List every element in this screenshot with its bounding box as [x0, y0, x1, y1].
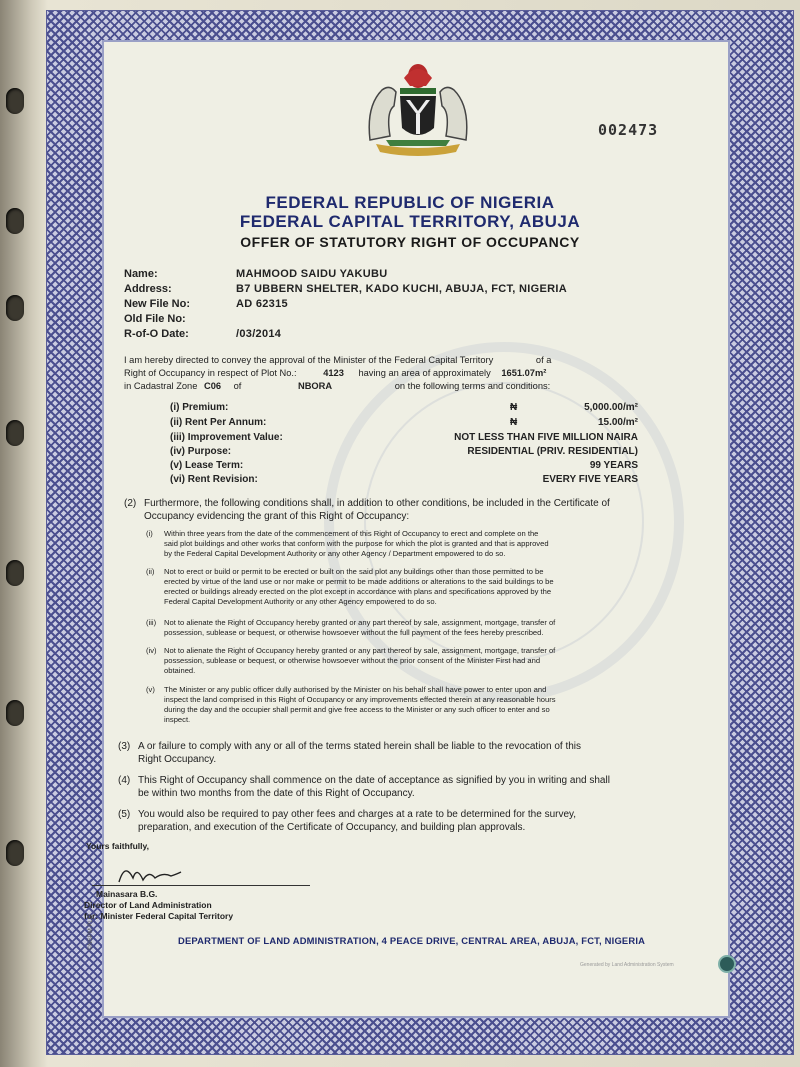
cond4-number: (4) — [118, 775, 131, 786]
name-label: Name: — [124, 268, 158, 280]
coat-of-arms-icon — [356, 56, 480, 160]
binder-hole — [6, 560, 24, 586]
cond5-line: preparation, and execution of the Certificate of Occupancy, and building plan approvals. — [138, 822, 526, 833]
cond2-item-line: erected by virtue of the land use or nor make or permit to be made additions or alterations to the said buildings to be — [164, 577, 554, 586]
intro-text: I am hereby directed to convey the approval of the Minister of the Federal Capital Territory — [124, 355, 494, 365]
closing-salutation: Yours faithfully, — [86, 841, 149, 851]
cond2-item-number: (i) — [146, 529, 153, 538]
cond2-item-line: Not to alienate the Right of Occupancy hereby granted or any part thereof by sale, assignment, mortgage, transfer of — [164, 618, 556, 627]
cond4-line: This Right of Occupancy shall commence on the date of acceptance as signified by you in writing and shall — [138, 775, 610, 786]
cond5-line: You would also be required to pay other fees and charges at a rate to be determined for the survey, — [138, 809, 577, 820]
binder-hole — [6, 840, 24, 866]
binder-hole — [6, 295, 24, 321]
cond2-item-line: by the Federal Capital Development Authority or any other Agency / Department empowered to do so. — [164, 549, 506, 558]
naira-symbol: ₦ — [510, 417, 518, 428]
cond2-item-line: Not to alienate the Right of Occupancy hereby granted or any part thereof by sale, assignment, mortgage, transfer of — [164, 646, 556, 655]
signature-line — [92, 885, 310, 886]
intro-line-1 — [124, 354, 551, 367]
cond2-item-line: said plot buildings and other works that conform with the purpose for which the plot is granted and that is approved — [164, 539, 549, 548]
intro-line-2 — [124, 367, 546, 380]
cond2-item-line: possession, sublease or bequest, or otherwise howsoever without the full payment of the fees hereby prescribed. — [164, 628, 544, 637]
serial-number: 002473 — [598, 121, 659, 139]
term-purpose-value: RESIDENTIAL (PRIV. RESIDENTIAL) — [467, 446, 638, 457]
plot-area: 1651.07m² — [501, 368, 547, 378]
cond5-number: (5) — [118, 809, 131, 820]
intro-text: of a — [535, 355, 552, 365]
term-lease-value: 99 YEARS — [589, 460, 638, 471]
binder-hole — [6, 88, 24, 114]
binder-hole — [6, 208, 24, 234]
old-file-label: Old File No: — [124, 313, 186, 325]
cond2-item-number: (iii) — [146, 618, 157, 627]
district-name: NBORA — [298, 381, 333, 391]
cond2-item-number: (ii) — [146, 567, 155, 576]
cond2-item-line: inspect the land comprised in this Right of Occupancy or any improvements effected therein at any reasonable hours — [164, 695, 556, 704]
signatory-for: for: Minister Federal Capital Territory — [84, 911, 234, 921]
address-label: Address: — [124, 283, 172, 295]
footer-address: DEPARTMENT OF LAND ADMINISTRATION, 4 PEACE DRIVE, CENTRAL AREA, ABUJA, FCT, NIGERIA — [178, 935, 646, 946]
cond2-item-line: Not to erect or build or permit to be erected or built on the said plot any buildings other than those permitted to be — [164, 567, 544, 576]
term-rent-value: 15.00/m² — [597, 417, 638, 428]
cond2-item-line: Within three years from the date of the commencement of this Right of Occupancy to erect and complete on the — [164, 529, 539, 538]
cond2-item-line: erected or buildings already erected on the plot except in accordance with plans and specifications approved by the — [164, 587, 552, 596]
generated-note: Generated by Land Administration System — [580, 962, 674, 968]
term-lease-label: (v) Lease Term: — [170, 460, 244, 471]
printer-mark: ©NSPM PLC — [88, 914, 94, 950]
new-file-value: AD 62315 — [236, 298, 288, 310]
plot-number: 4123 — [323, 368, 344, 378]
intro-text: having an area of approximately — [358, 368, 491, 378]
address-value: B7 UBBERN SHELTER, KADO KUCHI, ABUJA, FCT, NIGERIA — [236, 283, 567, 295]
cadastral-zone: C06 — [203, 381, 222, 391]
cond2-item-line: Federal Capital Development Authority or any other Agency empowered to do so. — [164, 597, 437, 606]
term-rent-label: (ii) Rent Per Annum: — [170, 417, 267, 428]
cond2-item-line: possession, sublease or bequest, or otherwise howsoever without the prior consent of the Minister First had and — [164, 656, 541, 665]
term-premium-label: (i) Premium: — [170, 402, 229, 413]
cond2-item-number: (iv) — [146, 646, 157, 655]
security-hologram-icon — [718, 955, 736, 973]
new-file-label: New File No: — [124, 298, 191, 310]
cond2-item-line: obtained. — [164, 666, 196, 675]
cond2-item-number: (v) — [146, 685, 155, 694]
binder-hole — [6, 700, 24, 726]
cond2-line: Furthermore, the following conditions shall, in addition to other conditions, be included in the Certificate of — [144, 498, 610, 509]
cond2-line: Occupancy evidencing the grant of this Right of Occupancy: — [144, 511, 410, 522]
naira-symbol: ₦ — [510, 402, 518, 413]
cond2-item-line: inspect. — [164, 715, 191, 724]
header-document-title: OFFER OF STATUTORY RIGHT OF OCCUPANCY — [240, 234, 580, 250]
cond3-line: A or failure to comply with any or all of the terms stated herein shall be liable to the revocation of this — [138, 741, 582, 752]
term-purpose-label: (iv) Purpose: — [170, 446, 232, 457]
intro-text: Right of Occupancy in respect of Plot No.: — [124, 368, 297, 378]
intro-text: on the following terms and conditions: — [394, 381, 551, 391]
signatory-name: Mainasara B.G. — [96, 889, 158, 899]
term-premium-value: 5,000.00/m² — [584, 402, 638, 413]
cond2-number: (2) — [124, 498, 137, 509]
cond3-line: Right Occupancy. — [138, 754, 217, 765]
rofo-date-value: /03/2014 — [236, 328, 282, 340]
intro-text: in Cadastral Zone — [124, 381, 198, 391]
intro-text: of — [233, 381, 242, 391]
term-revision-label: (vi) Rent Revision: — [170, 474, 258, 485]
cond2-item-line: The Minister or any public officer dully authorised by the Minister on his behalf shall have power to enter upon and — [164, 685, 547, 694]
intro-line-3 — [124, 380, 550, 393]
cond3-number: (3) — [118, 741, 131, 752]
signature-icon — [115, 858, 185, 888]
term-improvement-label: (iii) Improvement Value: — [170, 432, 283, 443]
cond2-item-line: during the day and the occupier shall permit and give free access to the Minister or any such officer to enter and so — [164, 705, 550, 714]
header-territory: FEDERAL CAPITAL TERRITORY, ABUJA — [239, 212, 581, 231]
rofo-date-label: R-of-O Date: — [124, 328, 189, 340]
header-country: FEDERAL REPUBLIC OF NIGERIA — [265, 193, 555, 212]
name-value: MAHMOOD SAIDU YAKUBU — [236, 268, 388, 280]
signatory-title: Director of Land Administration — [84, 900, 212, 910]
term-improvement-value: NOT LESS THAN FIVE MILLION NAIRA — [454, 432, 638, 443]
binder-hole — [6, 420, 24, 446]
cond4-line: be within two months from the date of this Right of Occupancy. — [138, 788, 415, 799]
term-revision-value: EVERY FIVE YEARS — [542, 474, 638, 485]
